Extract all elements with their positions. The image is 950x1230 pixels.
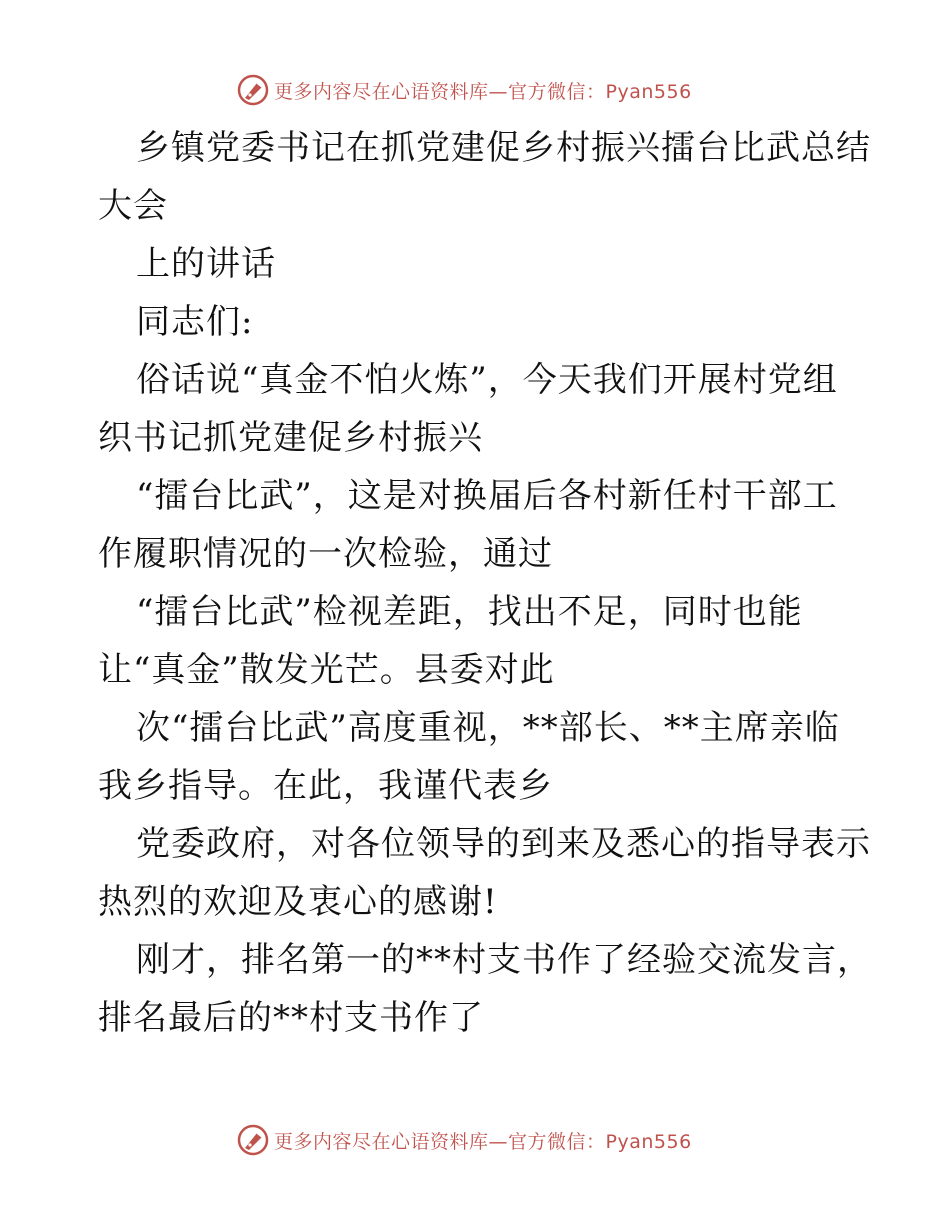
footer-watermark: [236, 1122, 692, 1158]
paragraph-line: 刚才，排名第一的**村支书作了经验交流发言，: [136, 940, 872, 980]
paragraph-line: 我乡指导。在此，我谨代表乡: [98, 766, 553, 806]
header-watermark: [236, 72, 692, 108]
pen-nib-circle-icon: [236, 73, 270, 107]
pen-nib-circle-icon: [236, 1123, 270, 1157]
paragraph-line: “擂台比武”，这是对换届后各村新任村干部工: [136, 476, 838, 516]
paragraph-line: 党委政府，对各位领导的到来及悉心的指导表示: [136, 824, 871, 864]
paragraph-line: 俗话说“真金不怕火炼”，今天我们开展村党组: [136, 360, 838, 400]
title-line-1: 乡镇党委书记在抓党建促乡村振兴擂台比武总结: [136, 128, 871, 168]
paragraph-line: 次“擂台比武”高度重视，**部长、**主席亲临: [136, 708, 840, 748]
paragraph-line: 作履职情况的一次检验，通过: [98, 534, 553, 574]
header-watermark-text: 更多内容尽在心语资料库—官方微信：Pyan556: [274, 80, 692, 103]
title-line-2: 大会: [98, 186, 168, 226]
paragraph-line: 排名最后的**村支书作了: [98, 998, 484, 1038]
paragraph-line: “擂台比武”检视差距，找出不足，同时也能: [136, 592, 803, 632]
salutation: 同志们:: [136, 302, 254, 342]
paragraph-line: 热烈的欢迎及衷心的感谢!: [98, 882, 498, 922]
footer-watermark-text: 更多内容尽在心语资料库—官方微信：Pyan556: [274, 1130, 692, 1153]
paragraph-line: 织书记抓党建促乡村振兴: [98, 418, 483, 458]
title-line-3: 上的讲话: [136, 244, 276, 284]
paragraph-line: 让“真金”散发光芒。县委对此: [98, 650, 555, 690]
